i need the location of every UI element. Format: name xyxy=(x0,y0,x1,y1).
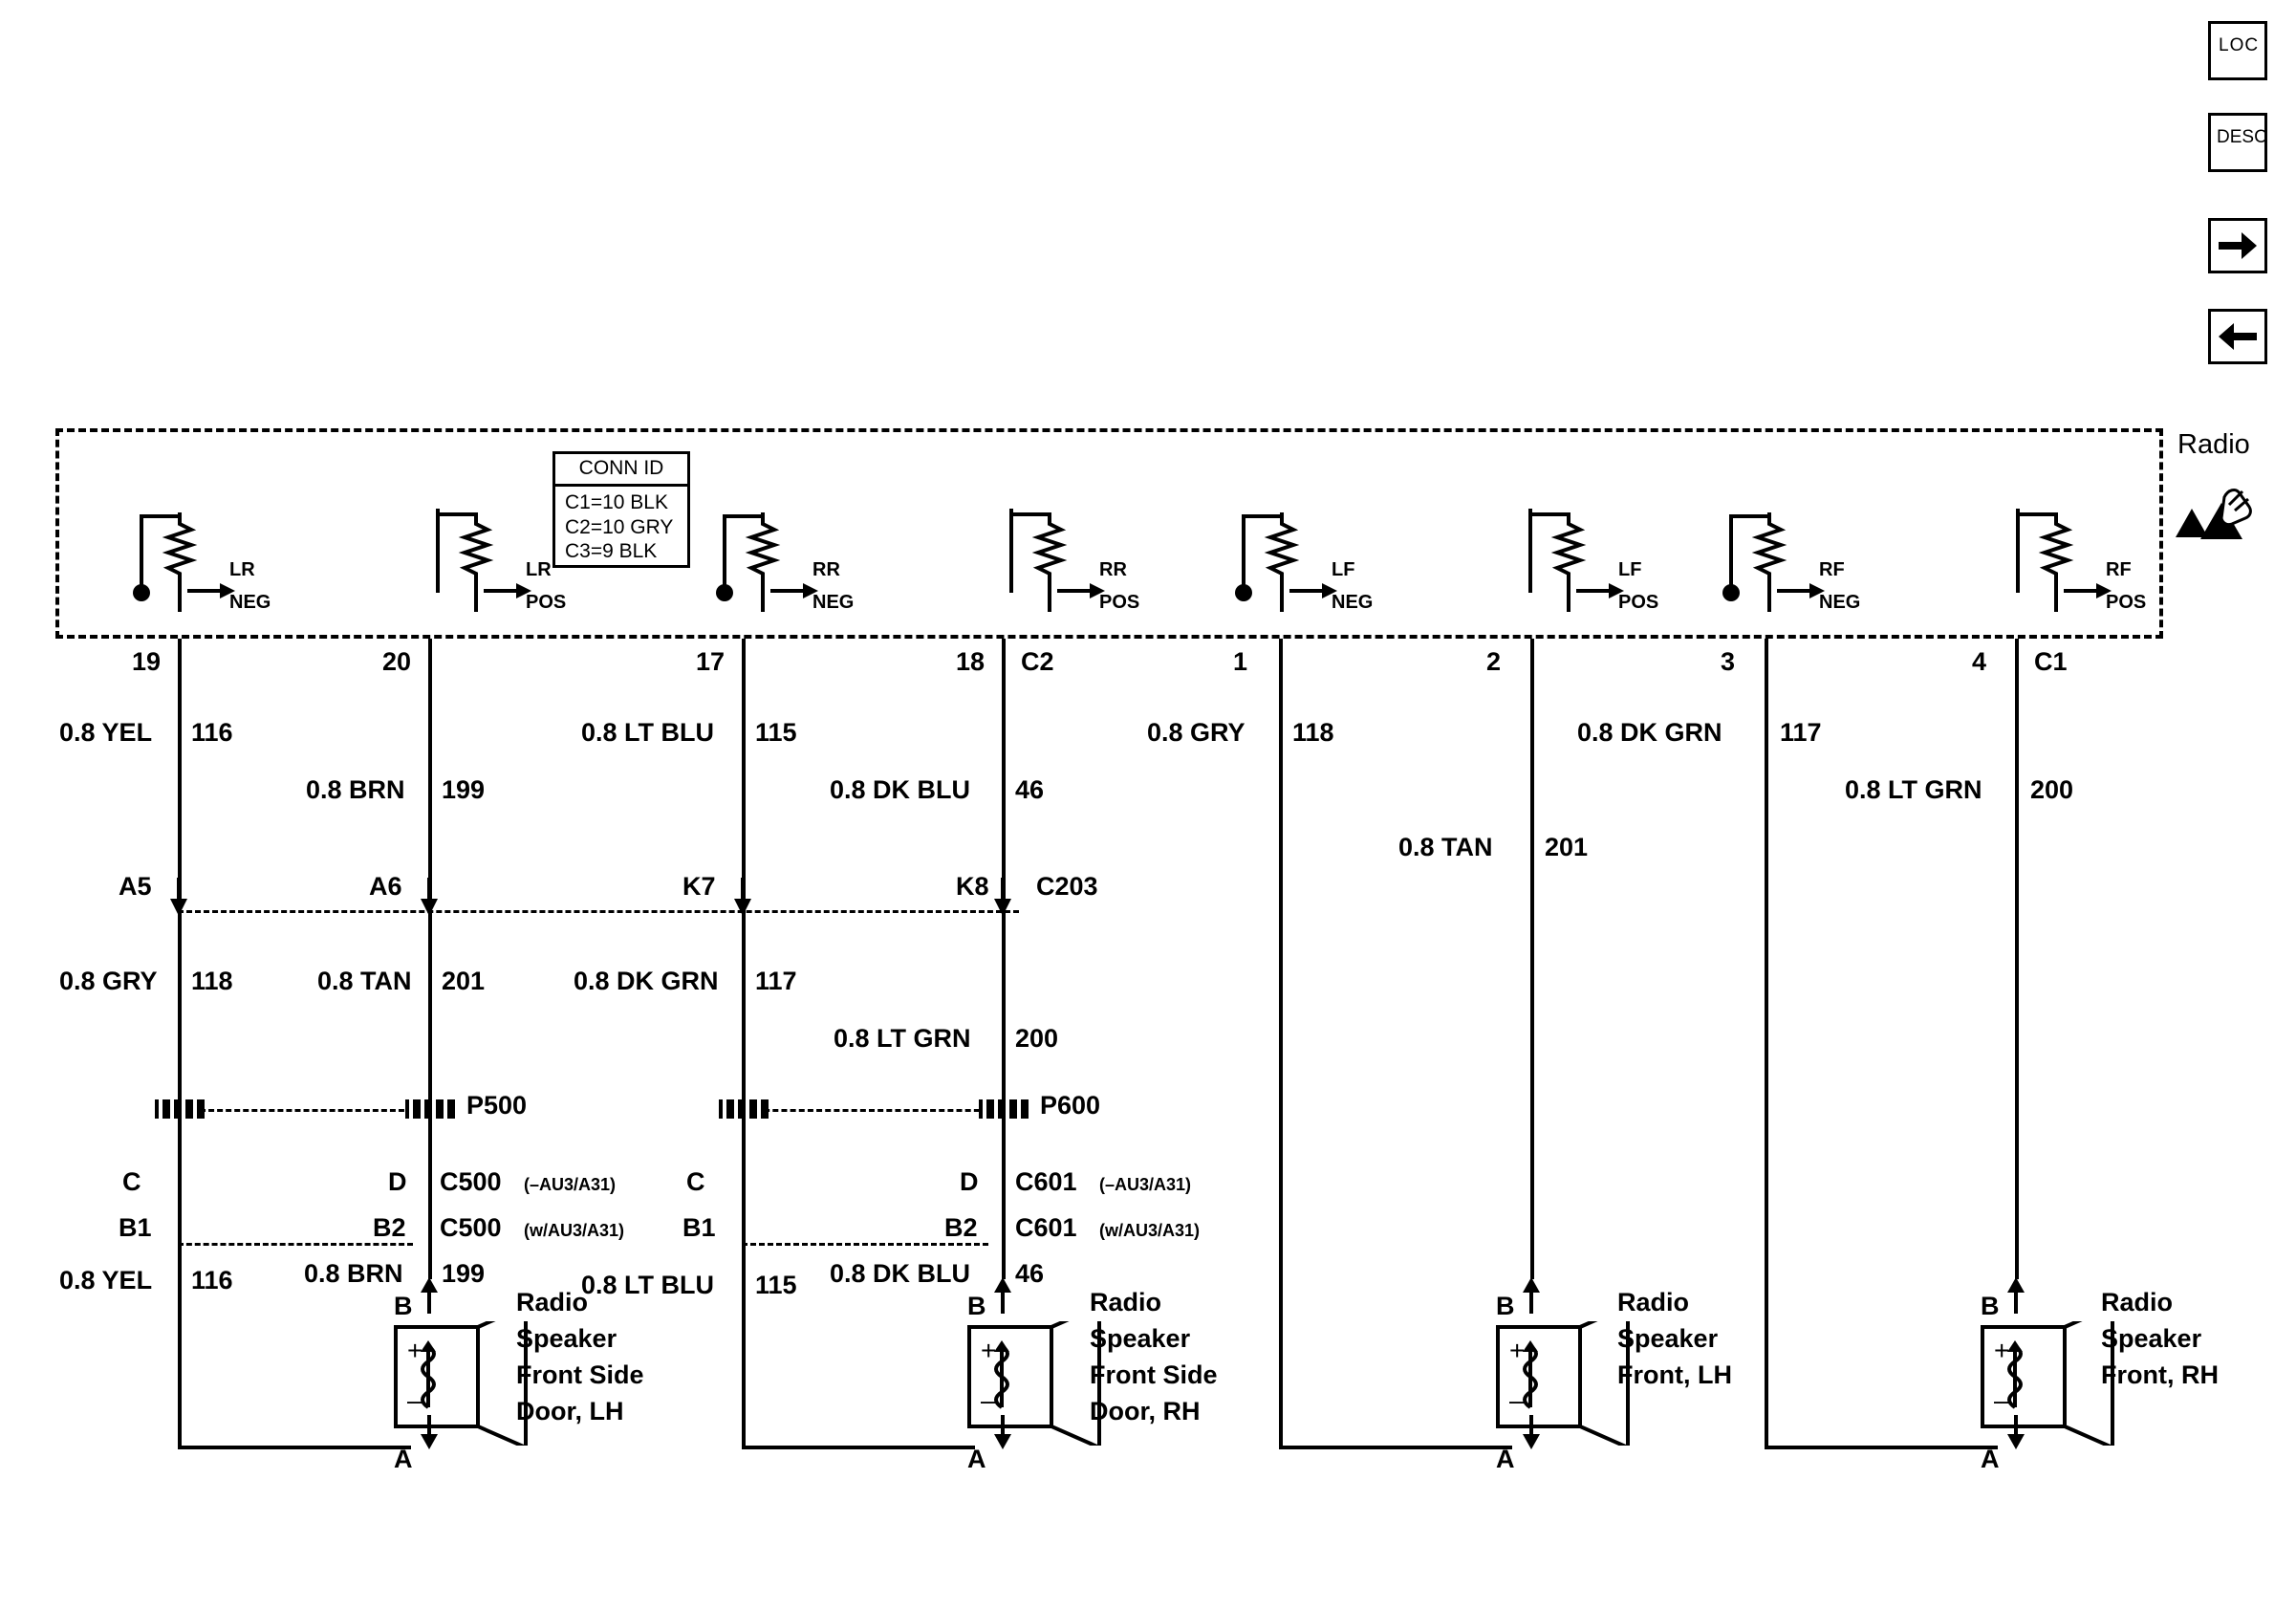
wire-label-tan-201: 0.8 TAN xyxy=(1398,833,1493,861)
output-label-rr-neg-top: RR xyxy=(812,559,840,580)
pin-number-2: 2 xyxy=(1486,647,1502,676)
output-label-lr-pos-bottom: POS xyxy=(526,592,567,613)
speaker-4-terminal-a: A xyxy=(1981,1445,2000,1473)
wire-label-dkgrn-117-mid: 0.8 DK GRN xyxy=(574,967,719,995)
wire-label-tan-201-mid: 0.8 TAN xyxy=(317,967,412,995)
speaker-4-terminal-arrow-top xyxy=(2004,1277,2028,1318)
output-label-lf-pos-bottom: POS xyxy=(1618,592,1659,613)
wire-circuit-200-mid: 200 xyxy=(1015,1024,1059,1053)
c601-terminal-d: D xyxy=(960,1167,979,1196)
c203-terminal-label-a6: A6 xyxy=(369,872,402,901)
wire-label-dkblu-46-low: 0.8 DK BLU xyxy=(830,1259,971,1288)
connector-c2-label: C2 xyxy=(1021,647,1054,676)
wire-label-dkgrn-117: 0.8 DK GRN xyxy=(1577,718,1722,747)
wire-circuit-117-mid: 117 xyxy=(755,967,797,995)
speaker-3-terminal-arrow-bottom xyxy=(1519,1415,1544,1456)
speaker-1-name-line-3: Front Side xyxy=(516,1360,644,1389)
desc-button-label: DESC xyxy=(2217,127,2267,147)
speaker-2-name-line-4: Door, RH xyxy=(1090,1397,1201,1425)
wire-run-7-bottom xyxy=(1765,1446,1998,1449)
c203-terminal-k8 xyxy=(990,878,1015,923)
c500-label-upper: C500 xyxy=(440,1167,502,1196)
wire-label-brn-199: 0.8 BRN xyxy=(306,775,405,804)
speaker-4-name-line-1: Radio xyxy=(2101,1288,2174,1316)
output-label-lf-pos-top: LF xyxy=(1618,559,1642,580)
output-label-rf-pos-top: RF xyxy=(2106,559,2132,580)
c500-terminal-c: C xyxy=(122,1167,141,1196)
wire-circuit-116: 116 xyxy=(191,718,233,747)
pin-number-1: 1 xyxy=(1233,647,1248,676)
speaker-3-name-line-2: Speaker xyxy=(1617,1324,1719,1353)
wire-label-gry-118-mid: 0.8 GRY xyxy=(59,967,158,995)
output-label-rr-pos-bottom: POS xyxy=(1099,592,1140,613)
c500-label-lower: C500 xyxy=(440,1213,502,1242)
c601-label-upper: C601 xyxy=(1015,1167,1077,1196)
wire-run-1-bottom xyxy=(178,1446,411,1449)
wire-run-5-bottom xyxy=(1279,1446,1512,1449)
speaker-2-terminal-arrow-top xyxy=(990,1277,1015,1318)
speaker-1-terminal-arrow-top xyxy=(417,1277,442,1318)
svg-text:–: – xyxy=(1994,1385,2009,1415)
output-label-rf-neg-bottom: NEG xyxy=(1819,592,1861,613)
c203-terminal-label-a5: A5 xyxy=(119,872,152,901)
speaker-4-name-line-2: Speaker xyxy=(2101,1324,2202,1353)
wire-label-gry-118: 0.8 GRY xyxy=(1147,718,1245,747)
arrow-left-icon xyxy=(2211,312,2264,361)
wire-label-ltblu-115-low: 0.8 LT BLU xyxy=(581,1271,715,1299)
output-stage-rr-neg xyxy=(707,505,899,624)
splice-label-p500: P500 xyxy=(466,1091,528,1120)
output-stage-lf-pos xyxy=(1513,505,1704,624)
svg-text:+: + xyxy=(1994,1336,2010,1365)
svg-text:–: – xyxy=(1509,1385,1525,1415)
conn-id-line-3: C3=9 BLK xyxy=(565,540,658,563)
output-label-lf-neg-top: LF xyxy=(1332,559,1355,580)
loc-button[interactable] xyxy=(2208,21,2267,80)
wire-run-2 xyxy=(428,639,432,1279)
wire-circuit-201: 201 xyxy=(1545,833,1589,861)
wire-circuit-199-low: 199 xyxy=(442,1259,486,1288)
wire-circuit-118: 118 xyxy=(1292,718,1334,747)
c203-label: C203 xyxy=(1036,872,1098,901)
previous-button[interactable] xyxy=(2208,309,2267,364)
wire-label-ltgrn-200: 0.8 LT GRN xyxy=(1845,775,1982,804)
c203-terminal-label-k8: K8 xyxy=(956,872,989,901)
speaker-2-name-line-1: Radio xyxy=(1090,1288,1162,1316)
wire-circuit-201-mid: 201 xyxy=(442,967,486,995)
speaker-1-name-line-2: Speaker xyxy=(516,1324,617,1353)
splice-symbol-p600 xyxy=(975,1092,1032,1133)
wire-run-8 xyxy=(2015,639,2019,1279)
speaker-3-terminal-a: A xyxy=(1496,1445,1515,1473)
output-stage-lf-neg xyxy=(1226,505,1418,624)
conn-id-line-2: C2=10 GRY xyxy=(565,515,674,538)
speaker-1-terminal-arrow-bottom xyxy=(417,1415,442,1456)
speaker-3-name-line-3: Front, LH xyxy=(1617,1360,1732,1389)
output-stage-rf-neg xyxy=(1714,505,1905,624)
output-label-rr-neg-bottom: NEG xyxy=(812,592,855,613)
connector-c203-dashline xyxy=(178,910,1019,913)
wire-circuit-118-mid: 118 xyxy=(191,967,233,995)
output-stage-rf-pos xyxy=(2001,505,2192,624)
arrow-right-icon xyxy=(2211,221,2264,271)
pin-number-4: 4 xyxy=(1972,647,1987,676)
c601-dashline xyxy=(742,1243,988,1246)
c601-option-lower: (w/AU3/A31) xyxy=(1099,1221,1201,1240)
speaker-3-name-line-1: Radio xyxy=(1617,1288,1690,1316)
speaker-1-terminal-a: A xyxy=(394,1445,413,1473)
c601-terminal-b1: B1 xyxy=(682,1213,716,1242)
wire-run-6 xyxy=(1530,639,1534,1279)
svg-text:+: + xyxy=(407,1336,423,1365)
c500-option-lower: (w/AU3/A31) xyxy=(524,1221,625,1240)
wire-circuit-117: 117 xyxy=(1780,718,1822,747)
output-label-lr-neg-top: LR xyxy=(229,559,255,580)
speaker-2-terminal-b: B xyxy=(967,1292,986,1320)
output-label-lr-pos-top: LR xyxy=(526,559,552,580)
c203-terminal-a6 xyxy=(417,878,442,923)
splice-symbol-left-1 xyxy=(151,1092,208,1133)
c500-terminal-b1: B1 xyxy=(119,1213,152,1242)
wire-circuit-115-low: 115 xyxy=(755,1271,797,1299)
c500-terminal-d: D xyxy=(388,1167,407,1196)
speaker-2-name-line-3: Front Side xyxy=(1090,1360,1218,1389)
output-label-lr-neg-bottom: NEG xyxy=(229,592,271,613)
splice-p600-dashline xyxy=(755,1109,988,1112)
c500-terminal-b2: B2 xyxy=(373,1213,406,1242)
speaker-4-terminal-arrow-bottom xyxy=(2004,1415,2028,1456)
wire-circuit-46: 46 xyxy=(1015,775,1045,804)
svg-text:–: – xyxy=(981,1385,996,1415)
output-label-rf-neg-top: RF xyxy=(1819,559,1845,580)
wire-label-brn-199-low: 0.8 BRN xyxy=(304,1259,403,1288)
c601-terminal-c: C xyxy=(686,1167,705,1196)
svg-text:–: – xyxy=(407,1385,422,1415)
wire-run-5 xyxy=(1279,639,1283,1449)
speaker-2-terminal-arrow-bottom xyxy=(990,1415,1015,1456)
speaker-3-terminal-b: B xyxy=(1496,1292,1515,1320)
speaker-1-name-line-4: Door, LH xyxy=(516,1397,624,1425)
c601-label-lower: C601 xyxy=(1015,1213,1077,1242)
c601-option-upper: (–AU3/A31) xyxy=(1099,1175,1192,1194)
wire-circuit-115: 115 xyxy=(755,718,797,747)
output-label-lf-neg-bottom: NEG xyxy=(1332,592,1374,613)
wire-circuit-46-low: 46 xyxy=(1015,1259,1045,1288)
c500-dashline xyxy=(178,1243,413,1246)
pin-number-3: 3 xyxy=(1721,647,1736,676)
c203-terminal-label-k7: K7 xyxy=(682,872,716,901)
connector-c1-label: C1 xyxy=(2034,647,2068,676)
wire-label-yel-116-low: 0.8 YEL xyxy=(59,1266,153,1295)
svg-text:+: + xyxy=(981,1336,997,1365)
wire-label-dkblu-46: 0.8 DK BLU xyxy=(830,775,971,804)
loc-button-label: LOC xyxy=(2219,35,2260,55)
pin-number-19: 19 xyxy=(132,647,162,676)
radio-label: Radio xyxy=(2177,429,2250,460)
output-stage-lr-neg xyxy=(124,505,315,624)
wire-circuit-200: 200 xyxy=(2030,775,2074,804)
conn-id-line-1: C1=10 BLK xyxy=(565,491,668,513)
speaker-1-name-line-1: Radio xyxy=(516,1288,589,1316)
pin-number-17: 17 xyxy=(696,647,726,676)
c500-option-upper: (–AU3/A31) xyxy=(524,1175,617,1194)
wire-run-1 xyxy=(178,639,182,1449)
speaker-1-terminal-b: B xyxy=(394,1292,413,1320)
speaker-2-terminal-a: A xyxy=(967,1445,986,1473)
wire-run-4 xyxy=(1002,639,1006,1279)
wire-run-3 xyxy=(742,639,746,1449)
output-stage-lr-pos xyxy=(421,505,612,624)
pin-number-18: 18 xyxy=(956,647,986,676)
conn-id-header: CONN ID xyxy=(555,454,687,487)
wire-label-yel-116: 0.8 YEL xyxy=(59,718,153,747)
wire-circuit-116-low: 116 xyxy=(191,1266,233,1295)
wire-label-ltgrn-200-mid: 0.8 LT GRN xyxy=(834,1024,971,1053)
c601-terminal-b2: B2 xyxy=(944,1213,978,1242)
output-label-rr-pos-top: RR xyxy=(1099,559,1127,580)
output-stage-rr-pos xyxy=(994,505,1185,624)
speaker-4-name-line-3: Front, RH xyxy=(2101,1360,2219,1389)
splice-symbol-p500 xyxy=(401,1092,459,1133)
speaker-3-terminal-arrow-top xyxy=(1519,1277,1544,1318)
splice-p500-dashline xyxy=(191,1109,413,1112)
splice-label-p600: P600 xyxy=(1040,1091,1101,1120)
wire-circuit-199: 199 xyxy=(442,775,486,804)
speaker-4-terminal-b: B xyxy=(1981,1292,2000,1320)
splice-symbol-left-2 xyxy=(715,1092,772,1133)
speaker-2-name-line-2: Speaker xyxy=(1090,1324,1191,1353)
wire-run-7 xyxy=(1765,639,1768,1449)
output-label-rf-pos-bottom: POS xyxy=(2106,592,2147,613)
wire-run-3-bottom xyxy=(742,1446,975,1449)
svg-text:+: + xyxy=(1509,1336,1526,1365)
next-button[interactable] xyxy=(2208,218,2267,273)
c203-terminal-a5 xyxy=(166,878,191,923)
c203-terminal-k7 xyxy=(730,878,755,923)
pin-number-20: 20 xyxy=(382,647,412,676)
desc-button[interactable] xyxy=(2208,113,2267,172)
wire-label-ltblu-115: 0.8 LT BLU xyxy=(581,718,715,747)
